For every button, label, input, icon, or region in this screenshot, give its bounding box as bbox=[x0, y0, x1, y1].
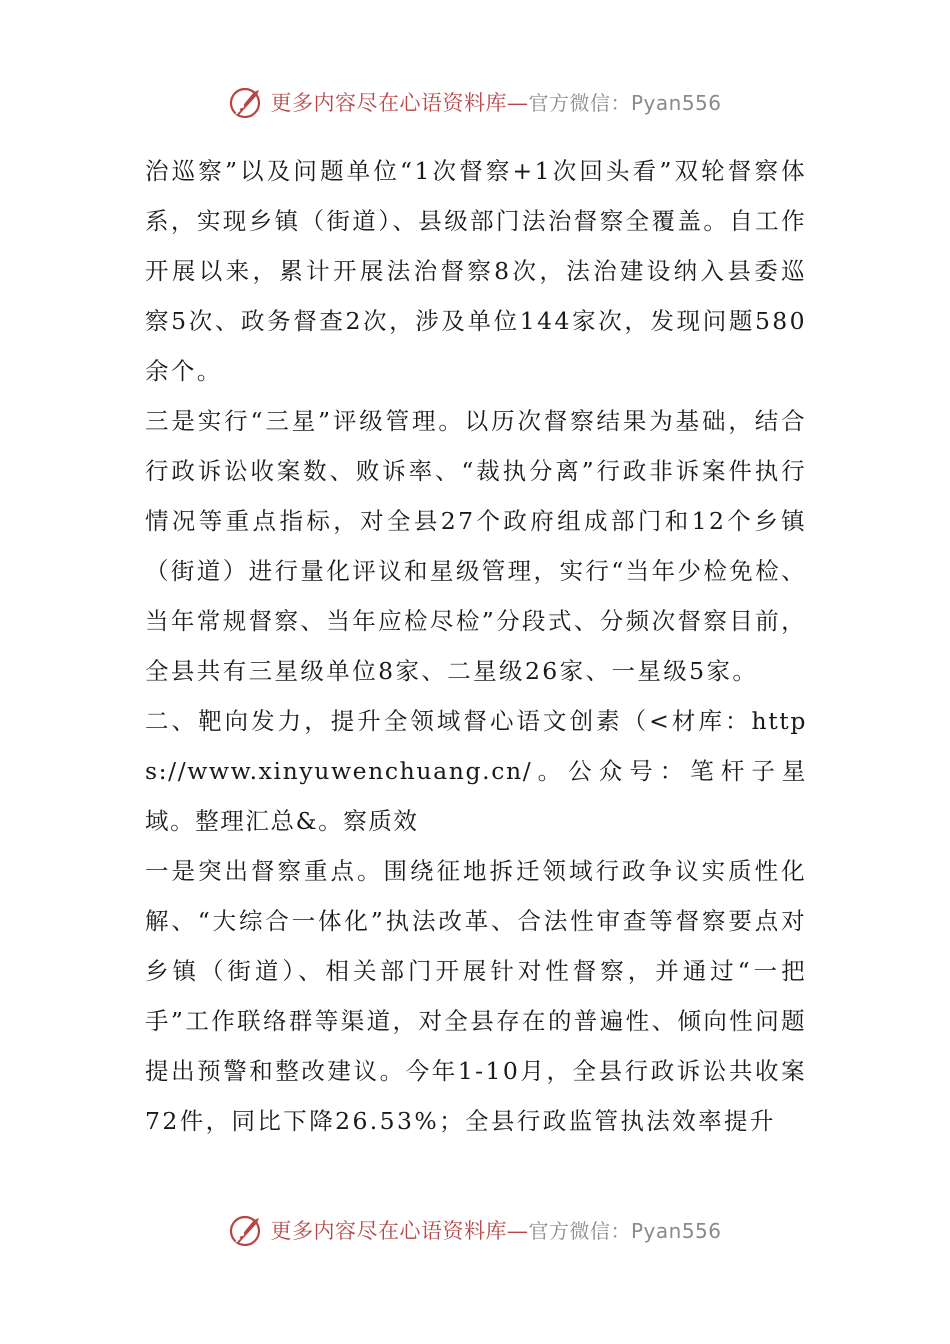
paragraph-4: 一是突出督察重点。围绕征地拆迁领域行政争议实质性化解、“大综合一体化”执法改革、合法性审查等督察要点对乡镇（街道）、相关部门开展针对性督察，并通过“一把手”工作联络群等渠道，对全县存在的普遍性、倾向性问题提出预警和整改建议。今年1-10月，全县行政诉讼共收案72件，同比下降26.53%；全县行政监管执法效率提升 bbox=[145, 857, 807, 1135]
pen-nib-logo-icon bbox=[228, 1212, 264, 1248]
banner-main-text: 更多内容尽在心语资料库— bbox=[270, 91, 529, 115]
banner-wechat-id: Pyan556 bbox=[630, 91, 722, 115]
banner-wechat-id: Pyan556 bbox=[630, 1219, 722, 1243]
paragraph-2: 三是实行“三星”评级管理。以历次督察结果为基础，结合行政诉讼收案数、败诉率、“裁执分离”行政非诉案件执行情况等重点指标，对全县27个政府组成部门和12个乡镇（街道）进行量化评议和星级管理，实行“当年少检免检、当年常规督察、当年应检尽检”分段式、分频次督察目前，全县共有三星级单位8家、二星级26家、一星级5家。 bbox=[145, 407, 807, 685]
banner-text bbox=[270, 87, 721, 117]
paragraph-3: 二、靶向发力，提升全领域督心语文创素（<材库：https://www.xinyuwenchuang.cn/。公众号：笔杆子星域。整理汇总&。察质效 bbox=[145, 707, 807, 835]
banner-wechat-label: 官方微信： bbox=[528, 1219, 631, 1243]
document-body bbox=[145, 146, 807, 1146]
banner-text bbox=[270, 1215, 721, 1245]
pen-nib-logo-icon bbox=[228, 84, 264, 120]
footer-watermark-banner bbox=[0, 1210, 950, 1250]
paragraph-1: 治巡察”以及问题单位“1次督察+1次回头看”双轮督察体系，实现乡镇（街道）、县级部门法治督察全覆盖。自工作开展以来，累计开展法治督察8次，法治建设纳入县委巡察5次、政务督查2次，涉及单位144家次，发现问题580余个。 bbox=[145, 157, 807, 385]
header-watermark-banner bbox=[0, 82, 950, 122]
banner-wechat-label: 官方微信： bbox=[528, 91, 631, 115]
banner-main-text: 更多内容尽在心语资料库— bbox=[270, 1219, 529, 1243]
